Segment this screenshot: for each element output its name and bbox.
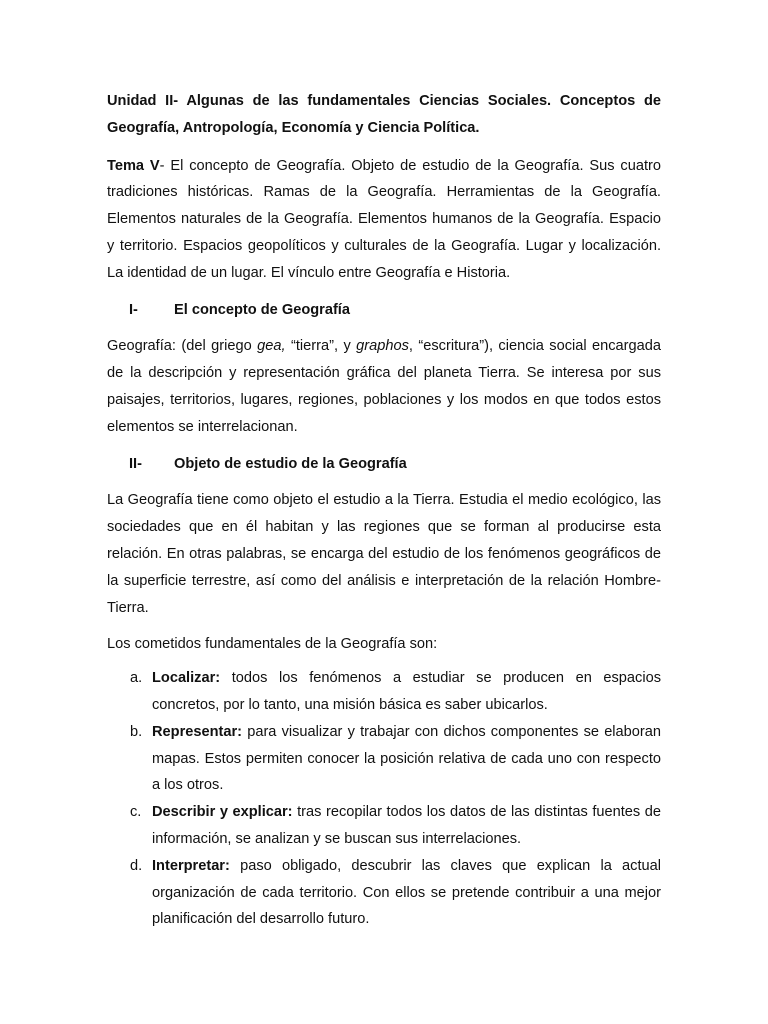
unit-title: Unidad II- Algunas de las fundamentales Ciencias Sociales. Conceptos de Geografía, Antropología, Economía y Ciencia Política. bbox=[107, 93, 661, 136]
list-marker: c. bbox=[130, 804, 142, 821]
task-text: para visualizar y trabajar con dichos componentes se elaboran mapas. Estos permiten conocer la posición relativa de cada uno con respecto a los otros. bbox=[152, 723, 661, 794]
list-marker: a. bbox=[130, 670, 143, 687]
task-text: paso obligado, descubrir las claves que explican la actual organización de cada territorio. Con ellos se pretende contribuir a una mejor planificación del desarrollo futuro. bbox=[152, 857, 661, 928]
list-item bbox=[107, 853, 661, 933]
tema-text: - El concepto de Geografía. Objeto de estudio de la Geografía. Sus cuatro tradiciones históricas. Ramas de la Geografía. Herramientas de la Geografía. Elementos naturales de la Geografía. Elementos humanos de la Geografía. Espacio y territorio. Espacios geopolíticos y culturales de la Geografía. Lugar y localización. La identidad de un lugar. El vínculo entre Geografía e Historia. bbox=[107, 157, 661, 281]
definition-part: , “escritura”), ciencia social encargada de la descripción y representación gráfica del planeta Tierra. Se interesa por sus paisajes, territorios, lugares, regiones, poblaciones y los modos en que todos estos elementos se interrelacionan. bbox=[107, 338, 661, 435]
section-title: El concepto de Geografía bbox=[174, 301, 350, 318]
section-heading-objeto bbox=[129, 451, 661, 478]
tasks-intro: Los cometidos fundamentales de la Geografía son: bbox=[107, 636, 438, 653]
task-term: Representar: bbox=[152, 723, 243, 740]
list-item bbox=[107, 719, 661, 799]
task-text: todos los fenómenos a estudiar se producen en espacios concretos, por lo tanto, una misión básica es saber ubicarlos. bbox=[152, 670, 661, 713]
tasks-list bbox=[107, 665, 661, 933]
task-term: Interpretar: bbox=[152, 857, 230, 874]
task-term: Localizar: bbox=[152, 670, 221, 687]
definition-part: “tierra”, y bbox=[285, 338, 357, 355]
term-gea: gea, bbox=[257, 338, 286, 355]
list-marker: b. bbox=[130, 723, 143, 740]
term-graphos: graphos bbox=[356, 338, 409, 355]
list-item bbox=[107, 665, 661, 719]
section-number: I- bbox=[129, 301, 138, 318]
list-marker: d. bbox=[130, 857, 143, 874]
section-heading-concepto bbox=[129, 297, 661, 324]
tema-label: Tema V bbox=[107, 157, 160, 174]
task-term: Describir y explicar: bbox=[152, 804, 293, 821]
object-paragraph: La Geografía tiene como objeto el estudio a la Tierra. Estudia el medio ecológico, las sociedades que en él habitan y las regiones que se forman al producirse esta relación. En otras palabras, se encarga del estudio de los fenómenos geográficos de la superficie terrestre, así como del análisis e interpretación de la relación Hombre-Tierra. bbox=[107, 492, 661, 616]
section-title: Objeto de estudio de la Geografía bbox=[174, 455, 407, 472]
task-text: tras recopilar todos los datos de las distintas fuentes de información, se analizan y se buscan sus interrelaciones. bbox=[152, 804, 661, 847]
definition-part: Geografía: (del griego bbox=[107, 338, 258, 355]
list-item bbox=[107, 799, 661, 853]
definition-paragraph bbox=[107, 333, 661, 440]
section-number: II- bbox=[129, 455, 142, 472]
tema-paragraph bbox=[107, 153, 661, 287]
